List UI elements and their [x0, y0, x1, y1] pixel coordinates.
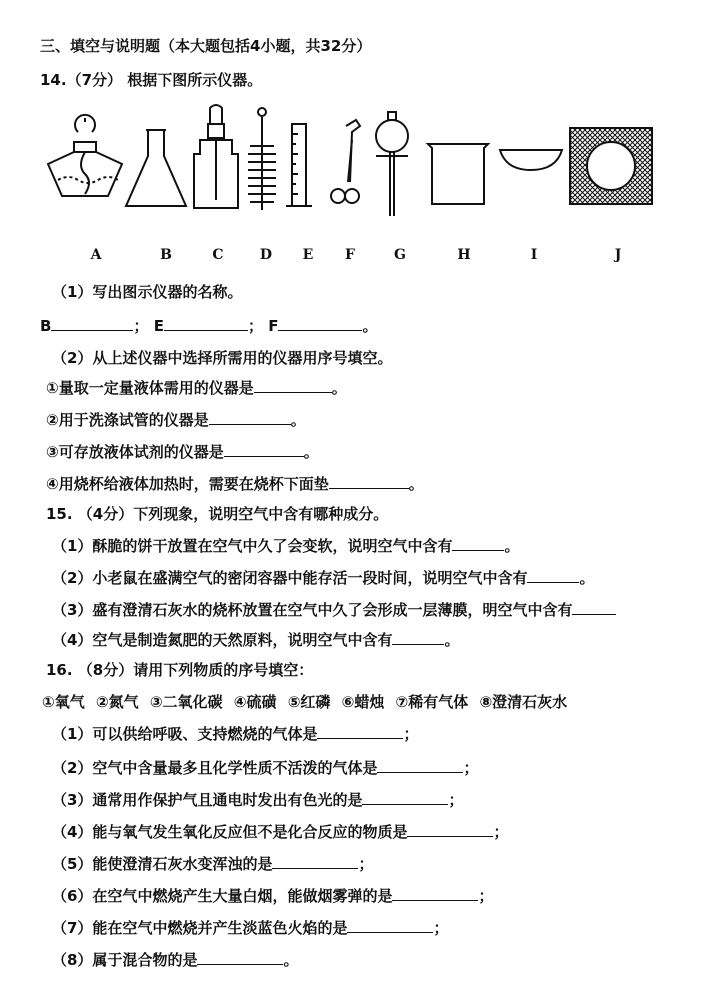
q16-title: 16. （8分）请用下列物质的序号填空： [46, 661, 314, 679]
end-mark: ； [358, 855, 374, 873]
apparatus-label-g: G [394, 247, 406, 263]
q16-item-3 [52, 790, 463, 810]
end-mark: ； [433, 919, 449, 937]
q14-title: 14.（7分） 根据下图所示仪器。 [40, 71, 263, 89]
item-text: ①量取一定量液体需用的仪器是 [46, 379, 254, 397]
q14-part2-prompt: （2）从上述仪器中选择所需用的仪器用序号填空。 [52, 349, 393, 367]
q14-item-3 [46, 442, 319, 462]
answer-blank[interactable] [452, 536, 504, 551]
blank-label-e: E [153, 317, 164, 335]
q16-substances: ①氧气 ②氮气 ③二氧化碳 ④硫磺 ⑤红磷 ⑥蜡烛 ⑦稀有气体 ⑧澄清石灰水 [42, 693, 568, 711]
q16-item-7 [52, 918, 448, 938]
item-text: ④用烧杯给液体加热时，需要在烧杯下面垫 [46, 475, 329, 493]
item-text: （1）酥脆的饼干放置在空气中久了会变软，说明空气中含有 [52, 537, 453, 555]
end-mark: ； [463, 759, 479, 777]
end-mark: 。 [331, 379, 347, 397]
separator: ； [247, 317, 263, 335]
q15-item-3 [52, 600, 616, 620]
q14-item-4 [46, 474, 424, 494]
q16-item-2 [52, 758, 478, 778]
answer-blank[interactable] [197, 950, 283, 965]
apparatus-label-e: E [302, 247, 314, 263]
end-mark: 。 [504, 537, 520, 555]
apparatus-e-drawing [286, 124, 312, 206]
apparatus-j-drawing [570, 128, 652, 204]
section-title: 三、填空与说明题（本大题包括4小题，共32分） [40, 37, 372, 55]
apparatus-figure [30, 100, 680, 270]
q14-part1-prompt: （1）写出图示仪器的名称。 [52, 283, 243, 301]
answer-blank[interactable] [329, 474, 409, 489]
apparatus-label-c: C [212, 247, 224, 263]
q14-item-2 [46, 410, 306, 430]
answer-blank[interactable] [362, 790, 448, 805]
end-mark: 。 [303, 443, 319, 461]
end-mark: 。 [579, 569, 595, 587]
answer-blank[interactable] [377, 758, 463, 773]
end-mark: 。 [283, 951, 299, 969]
item-text: （2）空气中含量最多且化学性质不活泼的气体是 [52, 759, 378, 777]
answer-blank[interactable] [392, 630, 444, 645]
answer-blank[interactable] [407, 822, 493, 837]
apparatus-g-drawing [376, 112, 408, 216]
item-text: ②用于洗涤试管的仪器是 [46, 411, 209, 429]
q16-item-5 [52, 854, 373, 874]
answer-blank[interactable] [347, 918, 433, 933]
end-mark: ； [493, 823, 509, 841]
item-text: （3）通常用作保护气且通电时发出有色光的是 [52, 791, 363, 809]
answer-blank[interactable] [317, 724, 403, 739]
apparatus-b-drawing [126, 130, 186, 206]
end-mark: ； [478, 887, 494, 905]
apparatus-label-i: I [530, 247, 538, 263]
q16-item-1 [52, 724, 418, 744]
item-text: （5）能使澄清石灰水变浑浊的是 [52, 855, 273, 873]
q14-item-1 [46, 378, 347, 398]
answer-blank[interactable] [392, 886, 478, 901]
answer-blank[interactable] [272, 854, 358, 869]
q14-name-blanks [40, 316, 377, 336]
answer-blank[interactable] [527, 568, 579, 583]
item-text: （4）空气是制造氮肥的天然原料，说明空气中含有 [52, 631, 393, 649]
separator: ； [133, 317, 149, 335]
answer-blank-e[interactable] [164, 316, 248, 331]
apparatus-label-f: F [345, 247, 355, 263]
answer-blank[interactable] [224, 442, 304, 457]
apparatus-f-drawing [331, 120, 360, 203]
apparatus-a-drawing [48, 115, 122, 196]
end-mark: 。 [444, 631, 460, 649]
q16-item-4 [52, 822, 508, 842]
answer-blank-b[interactable] [51, 316, 133, 331]
item-text: （8）属于混合物的是 [52, 951, 198, 969]
q15-title: 15. （4分）下列现象，说明空气中含有哪种成分。 [46, 505, 389, 523]
apparatus-label-d: D [259, 247, 273, 263]
apparatus-label-h: H [457, 247, 471, 263]
item-text: （2）小老鼠在盛满空气的密闭容器中能存活一段时间，说明空气中含有 [52, 569, 528, 587]
q15-item-4 [52, 630, 459, 650]
apparatus-label-a: A [90, 247, 102, 263]
blank-label-b: B [40, 317, 52, 335]
q15-item-2 [52, 568, 594, 588]
apparatus-h-drawing [428, 144, 488, 204]
answer-blank[interactable] [572, 600, 616, 615]
item-text: （3）盛有澄清石灰水的烧杯放置在空气中久了会形成一层薄膜，明空气中含有 [52, 601, 573, 619]
item-text: （7）能在空气中燃烧并产生淡蓝色火焰的是 [52, 919, 348, 937]
end-mark: ； [403, 725, 419, 743]
answer-blank[interactable] [209, 410, 291, 425]
apparatus-d-drawing [248, 108, 276, 210]
end-mark: 。 [362, 317, 378, 335]
item-text: （6）在空气中燃烧产生大量白烟，能做烟雾弹的是 [52, 887, 393, 905]
item-text: （4）能与氧气发生氧化反应但不是化合反应的物质是 [52, 823, 408, 841]
end-mark: ； [448, 791, 464, 809]
answer-blank[interactable] [254, 378, 332, 393]
end-mark: 。 [408, 475, 424, 493]
answer-blank-f[interactable] [278, 316, 362, 331]
apparatus-i-drawing [500, 150, 562, 170]
apparatus-c-drawing [194, 105, 238, 208]
apparatus-label-b: B [160, 247, 172, 263]
q15-item-1 [52, 536, 519, 556]
q16-item-6 [52, 886, 493, 906]
apparatus-label-j: J [614, 247, 622, 263]
item-text: （1）可以供给呼吸、支持燃烧的气体是 [52, 725, 318, 743]
q16-item-8 [52, 950, 298, 970]
blank-label-f: F [268, 317, 279, 335]
item-text: ③可存放液体试剂的仪器是 [46, 443, 224, 461]
end-mark: 。 [290, 411, 306, 429]
